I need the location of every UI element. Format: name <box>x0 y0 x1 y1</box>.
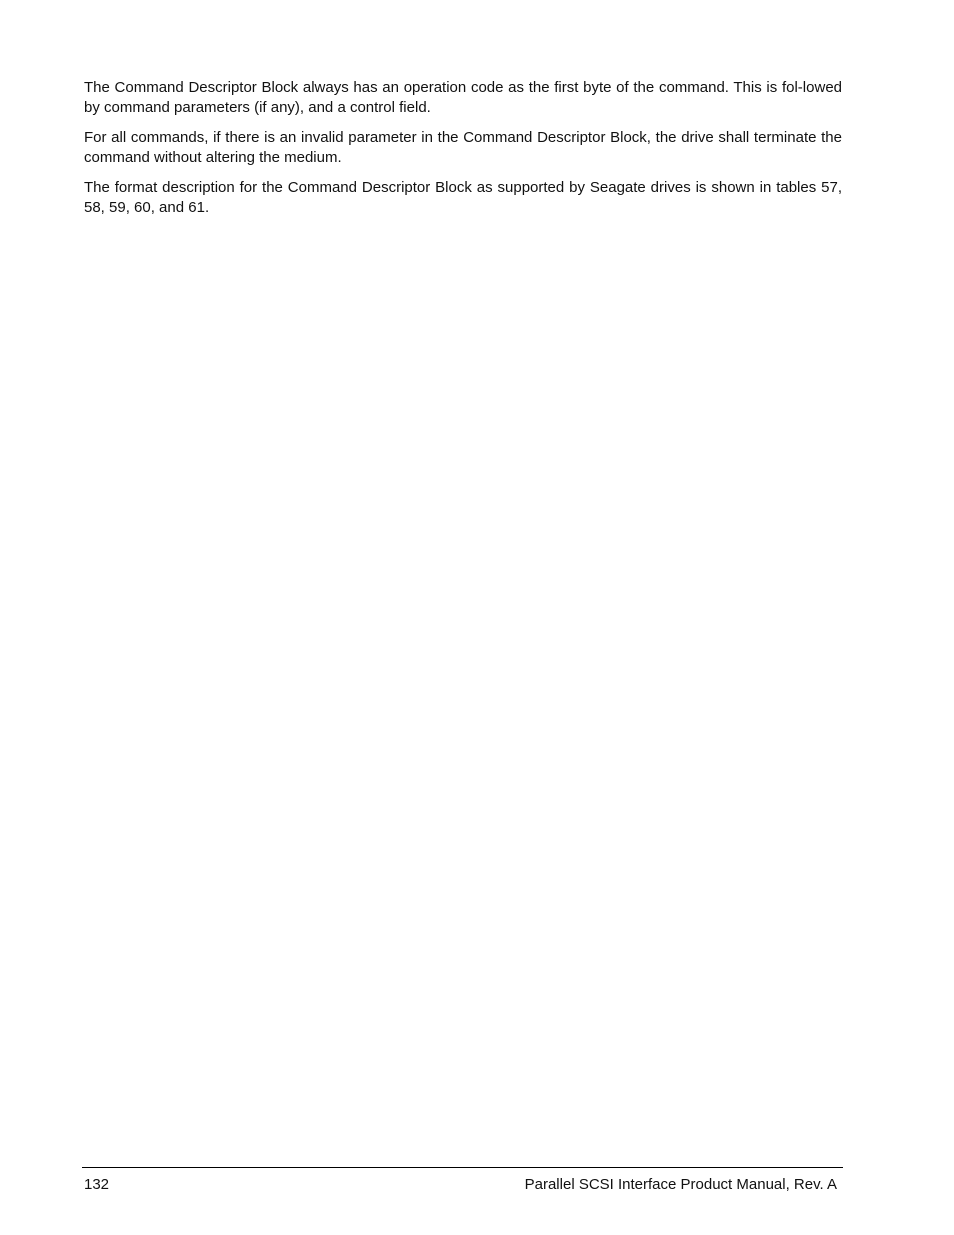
paragraph-invalid-parameter: For all commands, if there is an invalid parameter in the Command Descriptor Block, the drive shall terminate the command without altering the medium. <box>84 129 842 166</box>
document-title: Parallel SCSI Interface Product Manual, Rev. A <box>524 1176 837 1193</box>
paragraph-format-description: The format description for the Command Descriptor Block as supported by Seagate drives is shown in tables 57, 58, 59, 60, and 61. <box>84 179 842 216</box>
page-number: 132 <box>84 1176 110 1193</box>
paragraph-cdb-intro: The Command Descriptor Block always has an operation code as the first byte of the command. This is fol-lowed by command parameters (if any), and a control field. <box>84 79 842 116</box>
page-body <box>84 78 842 228</box>
page-footer <box>84 1175 837 1194</box>
footer-divider <box>82 1167 843 1168</box>
